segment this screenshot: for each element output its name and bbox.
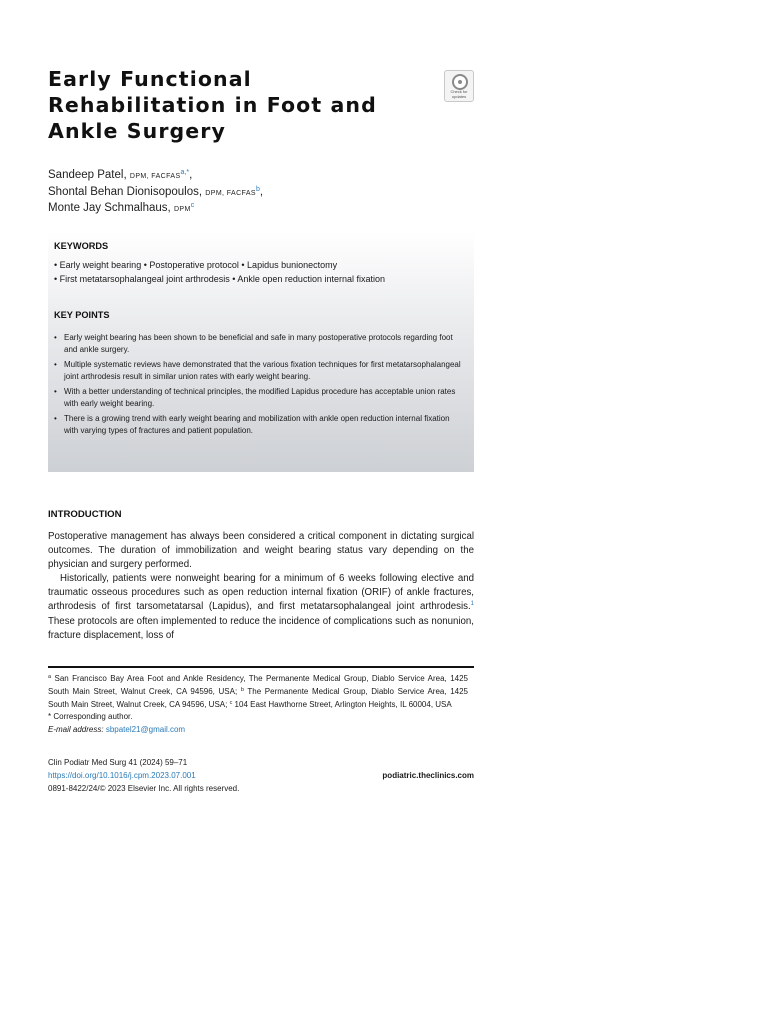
introduction-heading: INTRODUCTION [48,509,122,520]
email-line [48,724,468,737]
reference-link[interactable]: 1 [470,601,474,608]
author-affiliation-marker[interactable]: b [255,185,260,193]
keywords-line-2: • First metatarsophalangeal joint arthrodesis • Ankle open reduction internal fixation [54,274,385,284]
title-line-1: Early Functional [48,67,252,91]
title-line-2: Rehabilitation in Foot and [48,93,377,117]
email-link[interactable]: sbpatel21@gmail.com [105,725,186,735]
check-for-updates-label: Check for updates [450,89,468,99]
introduction-body [48,530,474,643]
article-title [48,66,408,144]
crossmark-icon [452,74,468,90]
key-points-heading: KEY POINTS [54,310,110,320]
keywords-keypoints-box [48,231,474,472]
keywords-heading: KEYWORDS [54,241,109,251]
author-credentials: DPM, FACFAS [205,189,256,197]
article-first-page [48,0,474,1024]
check-for-updates-badge[interactable] [444,70,474,102]
corresponding-author: * Corresponding author. [48,712,133,722]
key-point-item: • With a better understanding of technical principles, the modified Lapidus procedure has acceptable union rates with early weight bearing. [54,386,462,410]
key-point-item: • There is a growing trend with early weight bearing and mobilization with ankle open reduction internal fixation with varying types of fractures and patient population. [54,413,462,437]
key-points-list [54,332,462,440]
author-credentials: DPM, FACFAS [129,173,181,180]
keywords-line-1: • Early weight bearing • Postoperative protocol • Lapidus bunionectomy [54,260,338,270]
citation: Clin Podiatr Med Surg 41 (2024) 59–71 [48,758,188,767]
author-3: Monte Jay Schmalhaus, DPM$^c$ [48,202,195,214]
title-line-3: Ankle Surgery [48,119,226,143]
author-list [48,168,263,218]
journal-website-link[interactable]: podiatric.theclinics.com [382,770,474,780]
key-point-item: • Multiple systematic reviews have demonstrated that the various fixation techniques for first metatarsophalangeal joint arthrodesis result in similar union rates with early weight bearing. [54,359,462,383]
affiliations: $^a$ San Francisco Bay Area Foot and Ankle Residency, The Permanente Medical Group, Diablo Service Area, 1425 South Main Street, Walnut Creek, CA 94596, USA; $^b$ The Permanente Medical Group, Diablo Service Area, 1425 South Main Street, Walnut Creek, CA 94596, USA; $^c$ 104 East Hawthorne Street, Arlington Heights, IL 60004, USA [48,674,468,709]
copyright: 0891-8422/24/© 2023 Elsevier Inc. All rights reserved. [48,783,240,793]
email-label: E-mail address: [48,725,104,735]
intro-paragraph-2: Historically, patients were nonweight bearing for a minimum of 6 weeks following elective and traumatic osseous procedures such as open reduction internal fixation (ORIF) of ankle fractures, arthrodesis of first tarsometatarsal (Lapidus), and first metatarsophalangeal joint arthrodesis.$^1$ These protocols are often implemented to reduce the incidence of complications such as nonunion, fracture displacement, loss of [48,573,474,641]
footnotes [48,673,468,737]
author-affiliation-marker[interactable]: a,* [180,169,190,176]
intro-paragraph-1: Postoperative management has always been considered a critical component in dictating surgical outcomes. The duration of immobilization and weight bearing status vary depending on the physician and surgery performed. [48,531,474,571]
author-2: Shontal Behan Dionisopoulos, DPM, FACFAS$^b$, [48,185,264,198]
journal-info [48,757,474,795]
key-point-item: • Early weight bearing has been shown to be beneficial and safe in many postoperative protocols regarding foot and ankle surgery. [54,332,462,356]
footnote-divider [48,666,474,668]
doi-link[interactable]: https://doi.org/10.1016/j.cpm.2023.07.001 [48,770,196,780]
author-credentials: DPM [173,206,191,213]
author-affiliation-marker[interactable]: c [190,202,195,209]
author-1: Sandeep Patel, DPM, $FACFAS^{a,*}$, [48,169,193,181]
